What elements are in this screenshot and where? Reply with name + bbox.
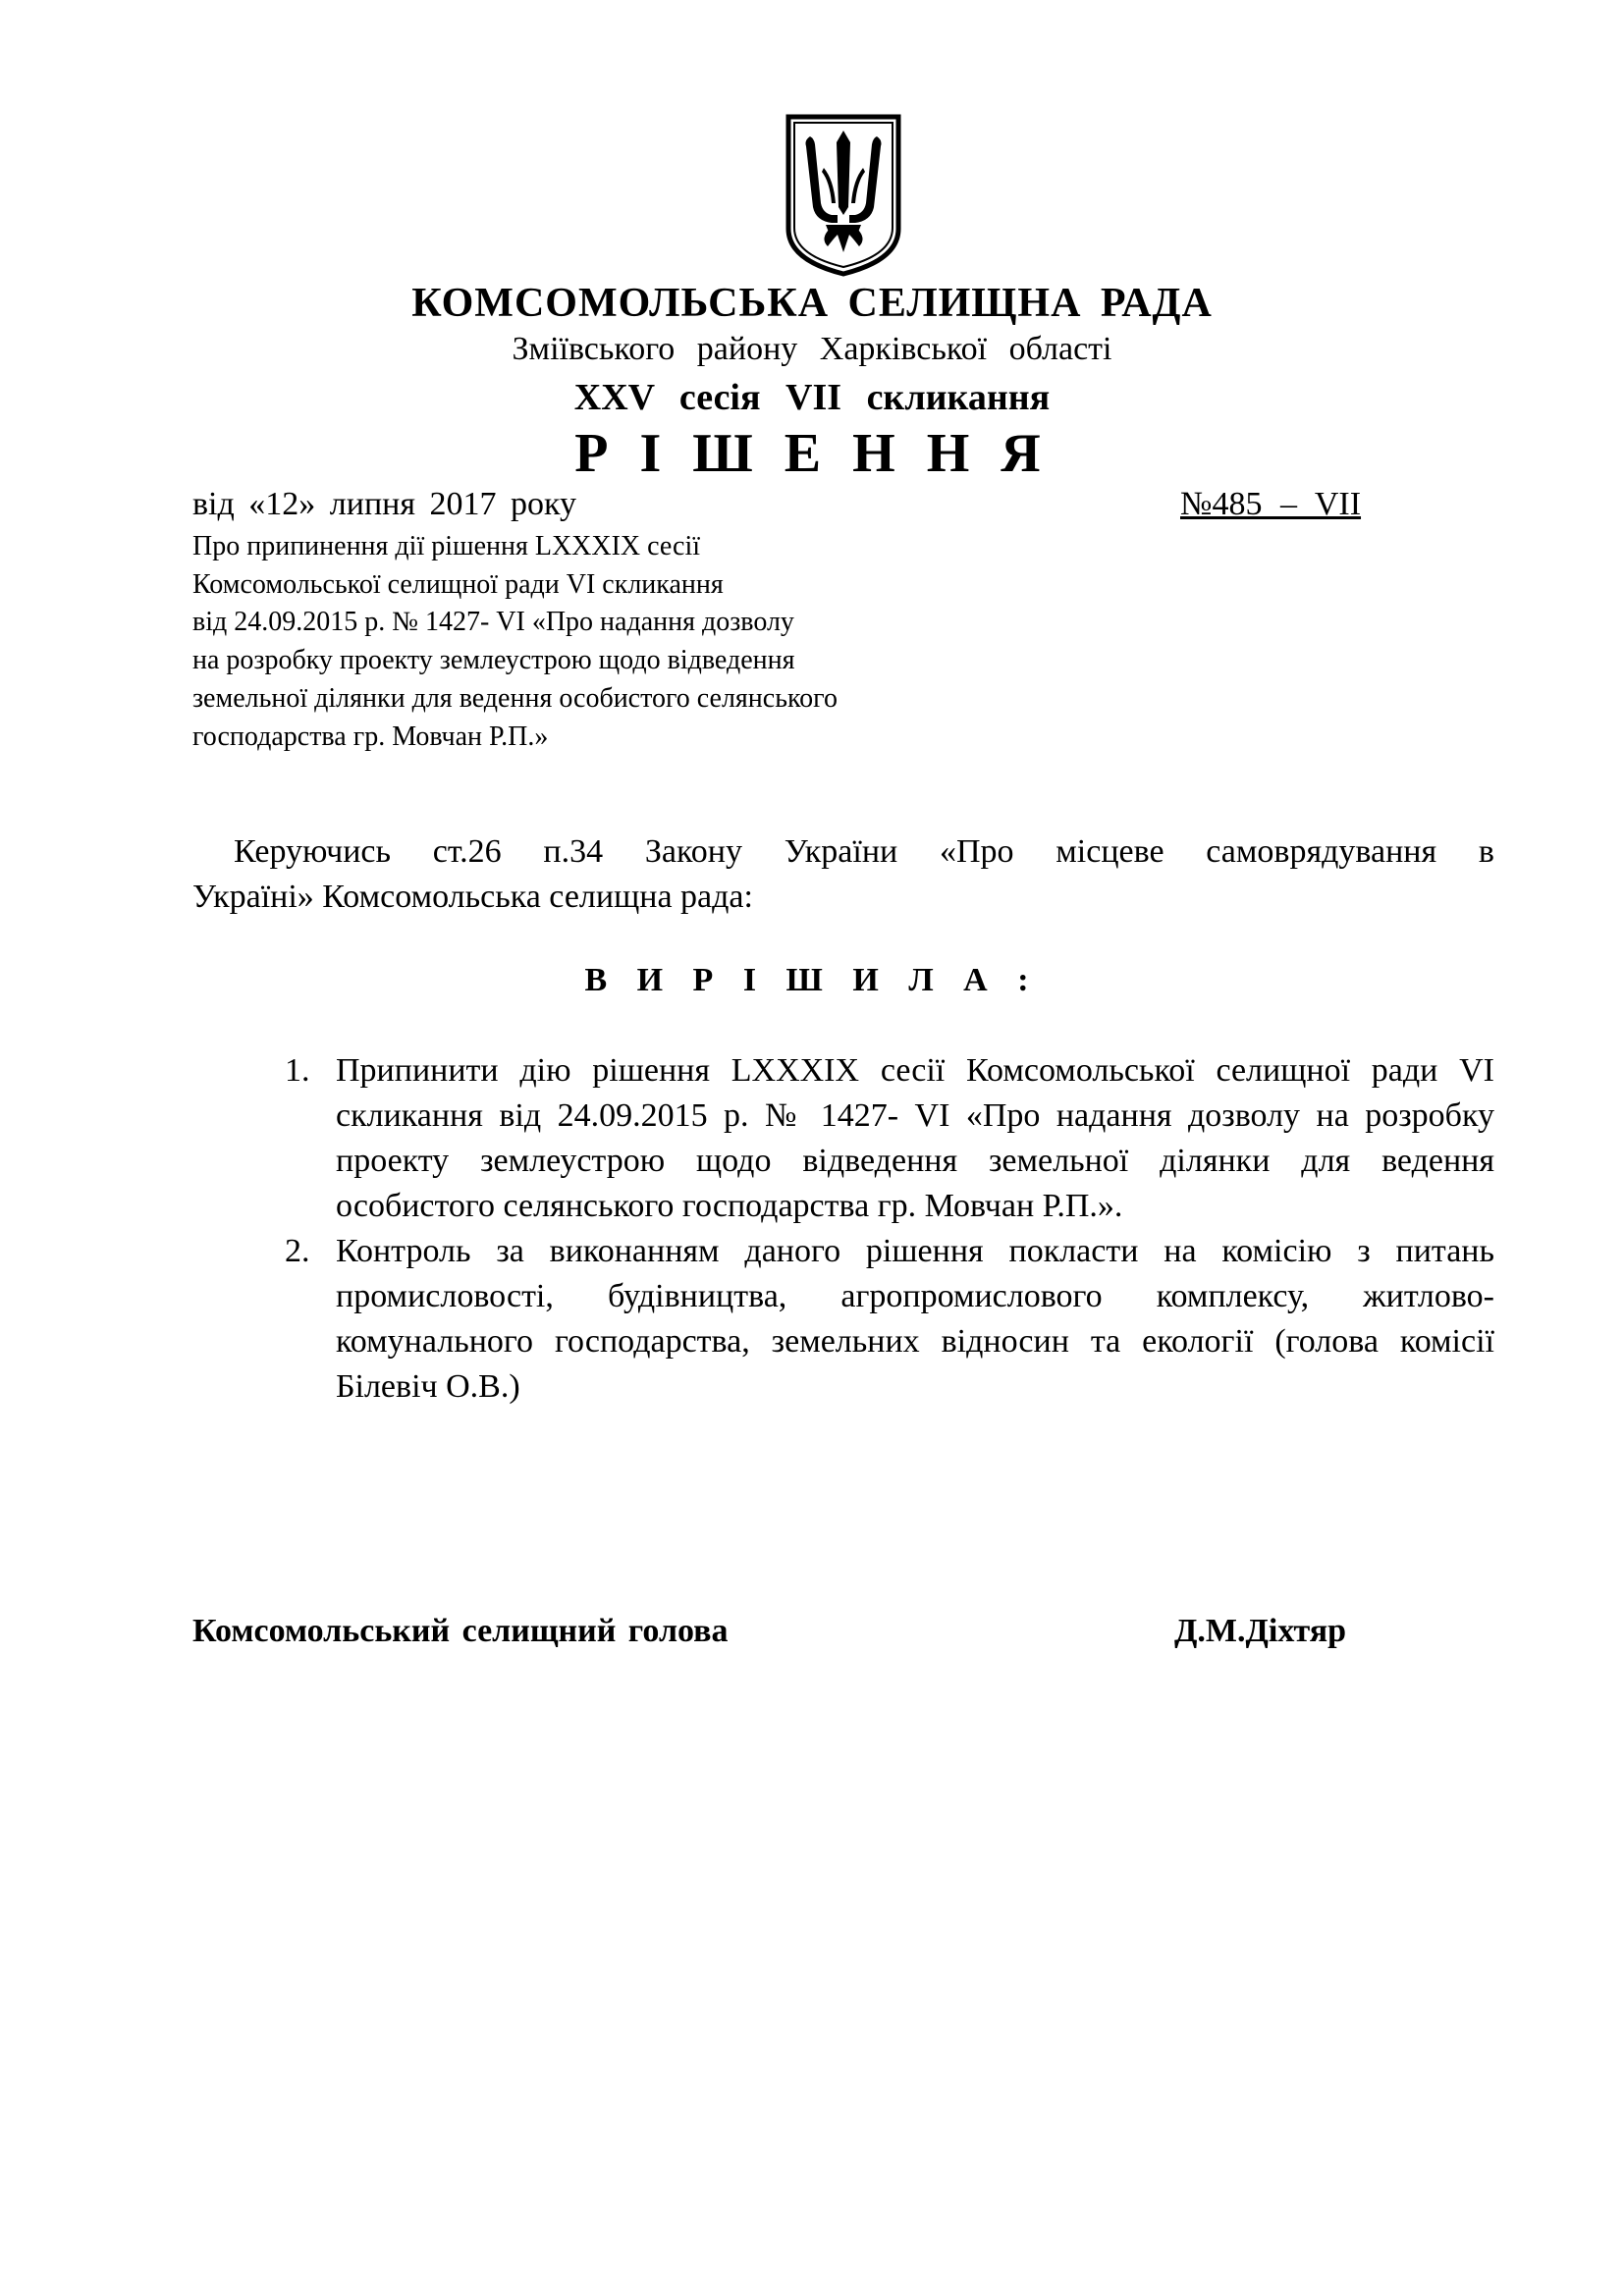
- preamble-word: місцеве: [1056, 833, 1164, 870]
- subject-line: Комсомольської селищної ради VI скликання: [192, 568, 724, 600]
- decided-heading: В И Р І Ш И Л А :: [584, 962, 1040, 998]
- session-convocation: XXV сесія VII скликання: [573, 377, 1051, 418]
- item-number: 2.: [285, 1233, 310, 1269]
- decision-subject: [192, 528, 1076, 756]
- decision-number: №485 – VII: [1180, 486, 1362, 522]
- preamble-word: Закону: [644, 833, 742, 870]
- item-number: 1.: [285, 1052, 310, 1089]
- trident-coat-of-arms-icon: [783, 113, 904, 278]
- list-item: [285, 1229, 1494, 1410]
- subject-line: Про припинення дії рішення LXXXIX сесії: [192, 531, 701, 561]
- signatory-name: Д.М.Діхтяр: [1174, 1613, 1347, 1649]
- decision-date: від «12» липня 2017 року: [192, 486, 577, 522]
- preamble-word: самоврядування: [1206, 833, 1437, 870]
- item-text: Припинити дію рішення LXXXIX сесії Комсомольської селищної ради VI скликання від 24.09.2015 р. № 1427- VI «Про надання дозволу на розробку проекту землеустрою щодо відведення земельної ділянки для ведення особистого селянського господарства гр. Мовчан Р.П.».: [336, 1052, 1494, 1224]
- subject-line: земельної ділянки для ведення особистого селянського: [192, 682, 838, 714]
- district-region: Зміївського району Харківської області: [512, 331, 1112, 367]
- preamble-word: Керуючись: [234, 833, 392, 870]
- council-name: КОМСОМОЛЬСЬКА СЕЛИЩНА РАДА: [411, 281, 1213, 326]
- document-type-title: Р І Ш Е Н Н Я: [574, 423, 1050, 484]
- list-item: [285, 1048, 1494, 1229]
- preamble-word: ст.26: [432, 833, 502, 870]
- preamble-line-1: [192, 829, 1494, 875]
- signatory-title: Комсомольський селищний голова: [192, 1613, 729, 1649]
- preamble-line-2: Україні» Комсомольська селищна рада:: [192, 879, 753, 915]
- item-text: Контроль за виконанням даного рішення покласти на комісію з питань промисловості, будівництва, агропромислового комплексу, житлово-комунального господарства, земельних відносин та екології (голова комісії Білевіч О.В.): [336, 1233, 1494, 1405]
- subject-line: від 24.09.2015 р. № 1427- VI «Про надання дозволу: [192, 607, 794, 638]
- subject-line: господарства гр. Мовчан Р.П.»: [192, 721, 549, 752]
- decision-items-list: [285, 1048, 1494, 1410]
- preamble-word: в: [1478, 833, 1494, 870]
- preamble-word: «Про: [939, 833, 1014, 870]
- preamble-word: п.34: [543, 833, 604, 870]
- preamble-paragraph: [192, 829, 1494, 920]
- preamble-word: України: [784, 833, 898, 870]
- subject-line: на розробку проекту землеустрою щодо відведення: [192, 645, 795, 676]
